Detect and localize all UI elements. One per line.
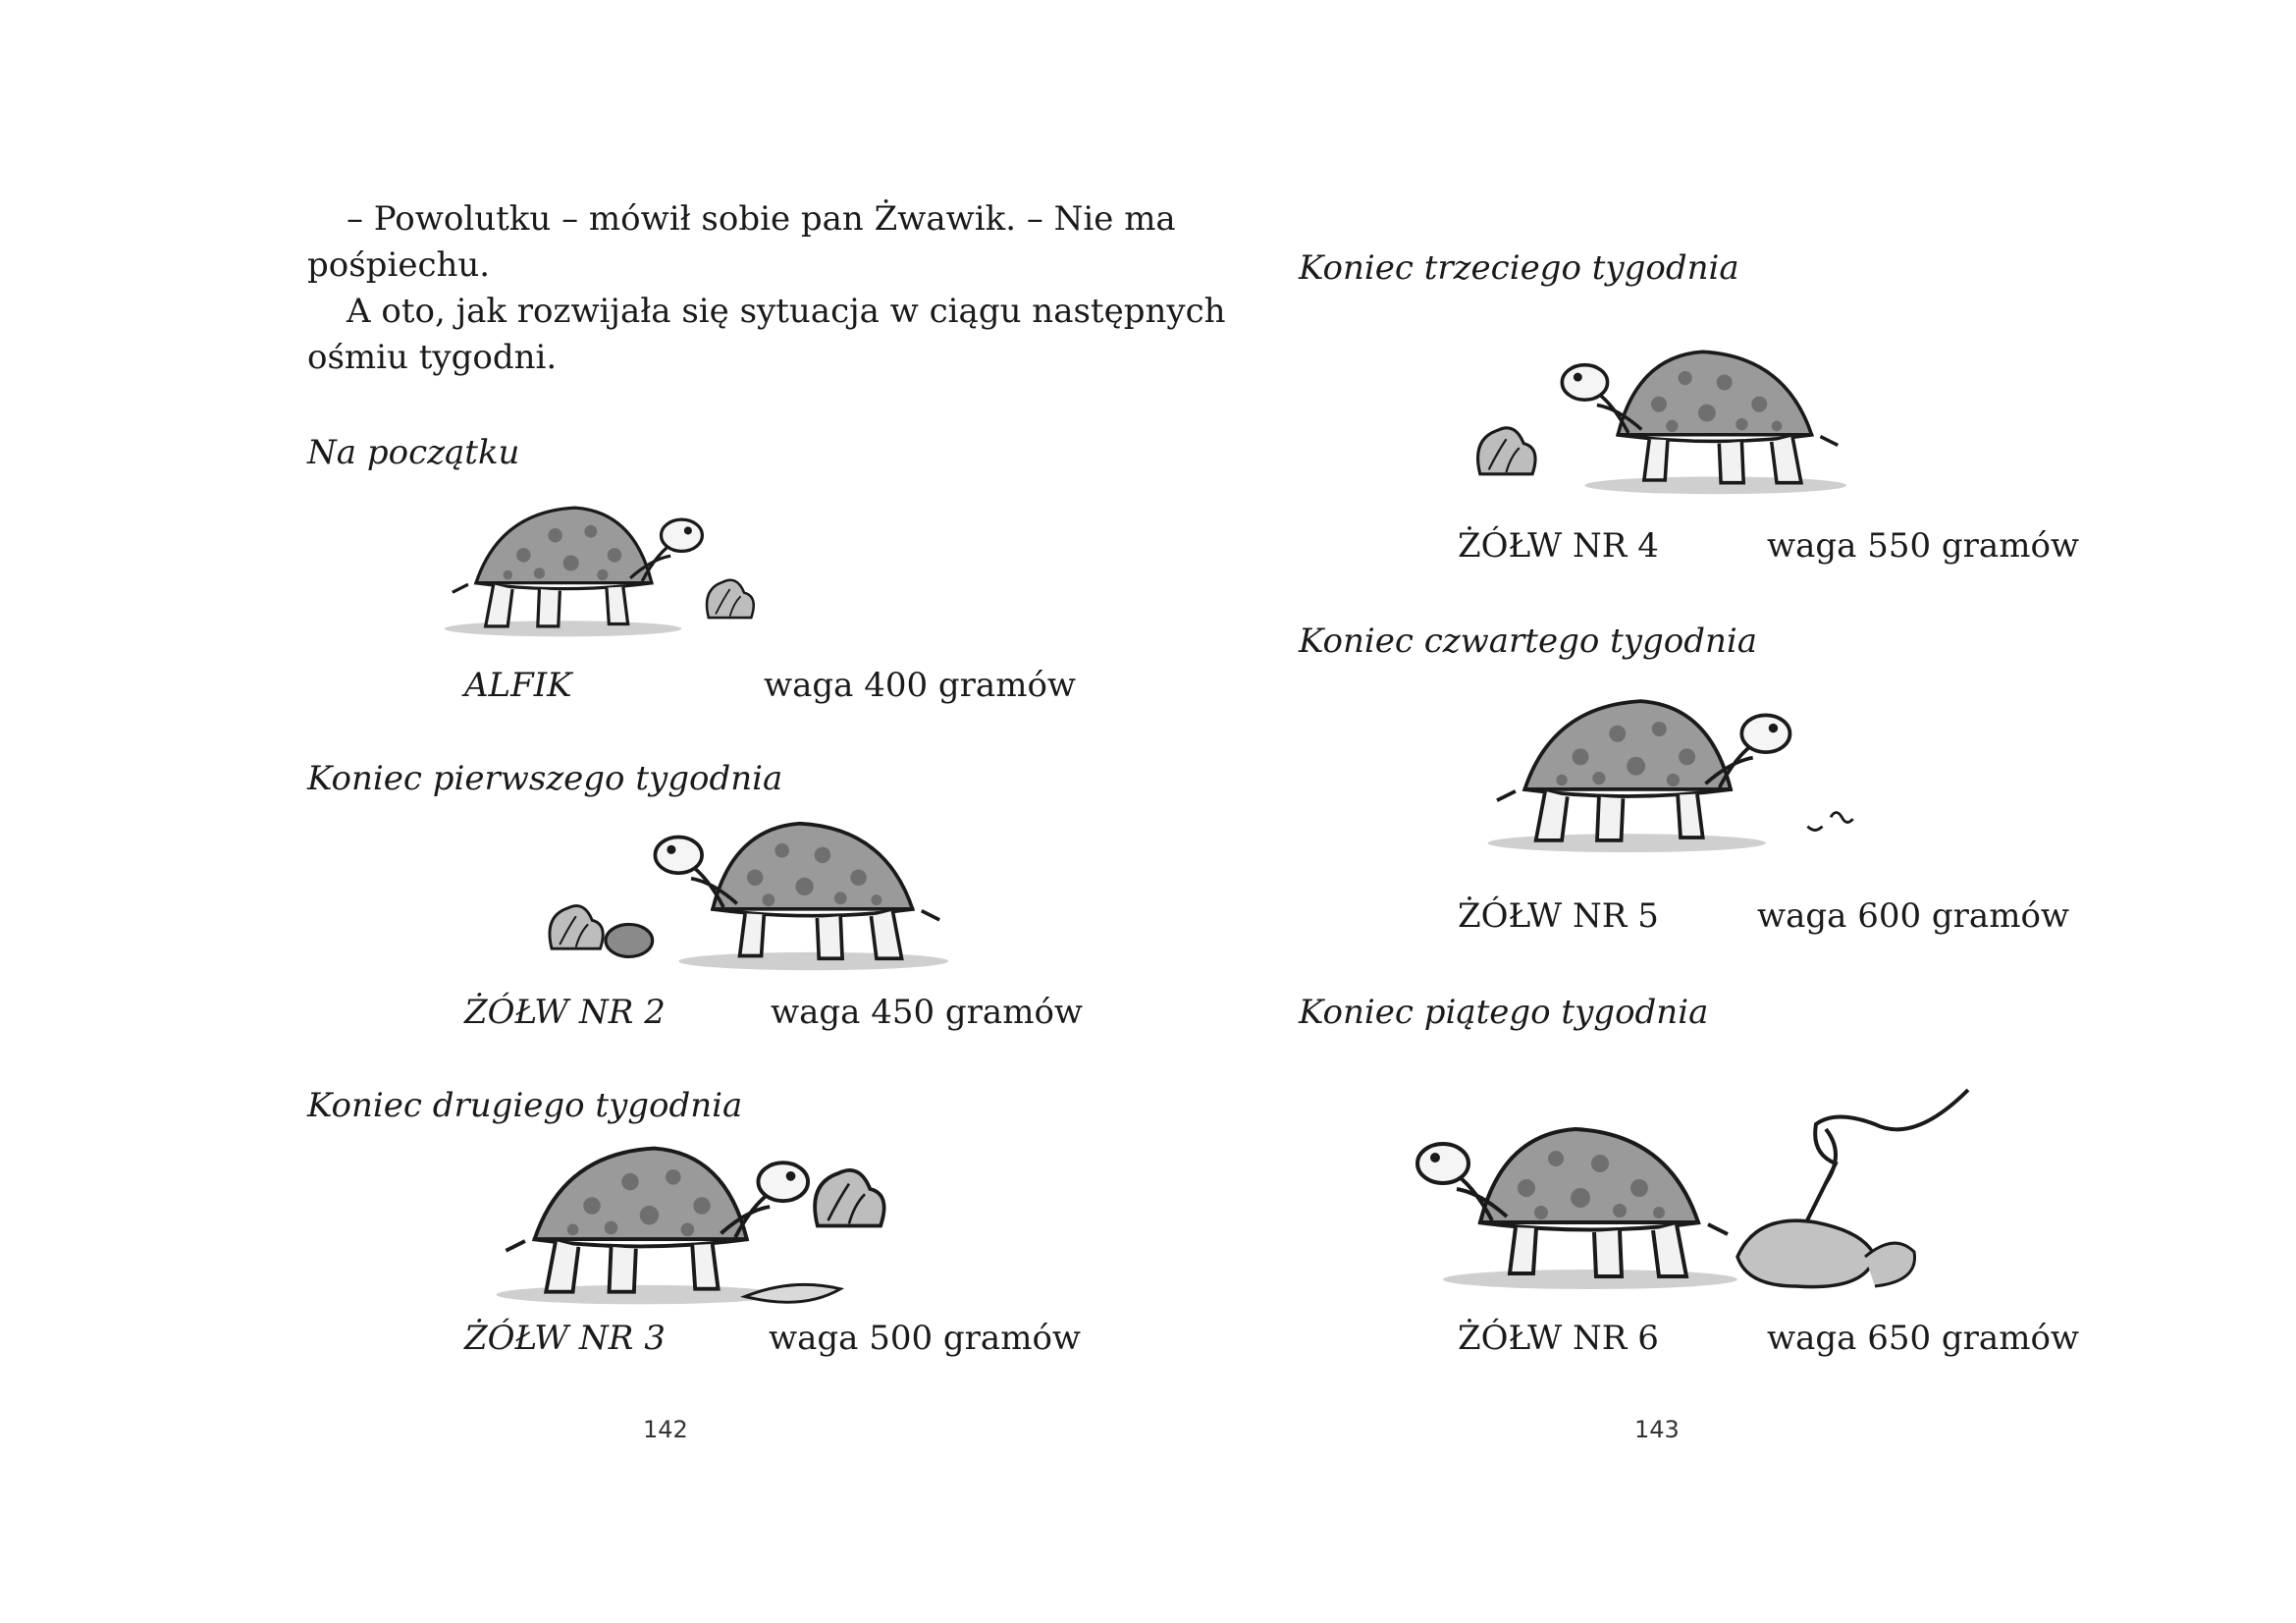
tortoise-weight: waga 650 gramów — [1767, 1319, 2080, 1358]
entry-heading: Koniec czwartego tygodnia — [1299, 622, 1758, 661]
entry-heading: Koniec trzeciego tygodnia — [1299, 248, 1739, 288]
tortoise-weight: waga 550 gramów — [1767, 526, 2080, 566]
tortoise-weight: waga 400 gramów — [764, 666, 1077, 705]
tortoise-illustration — [1448, 339, 1870, 496]
entry-heading: Koniec pierwszego tygodnia — [307, 759, 783, 798]
entry-heading: Koniec drugiego tygodnia — [307, 1086, 743, 1125]
lettuce-leaf-icon — [1478, 428, 1536, 474]
entry-heading: Koniec piątego tygodnia — [1299, 993, 1709, 1032]
tortoise-name: ŻÓŁW NR 5 — [1458, 896, 1659, 936]
tortoise-name: ŻÓŁW NR 6 — [1458, 1319, 1659, 1358]
paragraph-2-line-2: ośmiu tygodni. — [307, 338, 558, 377]
entry-heading: Na początku — [307, 433, 520, 472]
tortoise-weight: waga 600 gramów — [1757, 896, 2070, 936]
lettuce-leaf-icon — [707, 580, 754, 618]
tortoise-name: ŻÓŁW NR 4 — [1458, 526, 1659, 566]
lettuce-leaf-icon — [815, 1170, 884, 1226]
right-page — [1148, 0, 2296, 1623]
tortoise-illustration — [402, 496, 834, 638]
tortoise-illustration — [471, 1134, 933, 1316]
lettuce-leaf-icon — [550, 906, 603, 949]
paragraph-1-line-2: pośpiechu. — [307, 245, 491, 285]
tortoise-name: ALFIK — [464, 666, 572, 705]
hand-icon — [1796, 1090, 1968, 1242]
tortoise-name: ŻÓŁW NR 2 — [464, 993, 666, 1032]
tortoise-illustration — [1404, 1085, 1973, 1306]
page-number: 143 — [1634, 1416, 1680, 1443]
tortoise-illustration — [525, 810, 967, 972]
tortoise-name: ŻÓŁW NR 3 — [464, 1319, 666, 1358]
paragraph-2-line-1: A oto, jak rozwijała się sytuacja w ciągu następnych — [347, 292, 1226, 331]
page-number: 142 — [643, 1416, 688, 1443]
tortoise-weight: waga 450 gramów — [771, 993, 1084, 1032]
tortoise-weight: waga 500 gramów — [769, 1319, 1082, 1358]
tortoise-illustration — [1458, 687, 1870, 854]
paragraph-1-line-1: – Powolutku – mówił sobie pan Żwawik. – Nie ma — [347, 199, 1176, 239]
